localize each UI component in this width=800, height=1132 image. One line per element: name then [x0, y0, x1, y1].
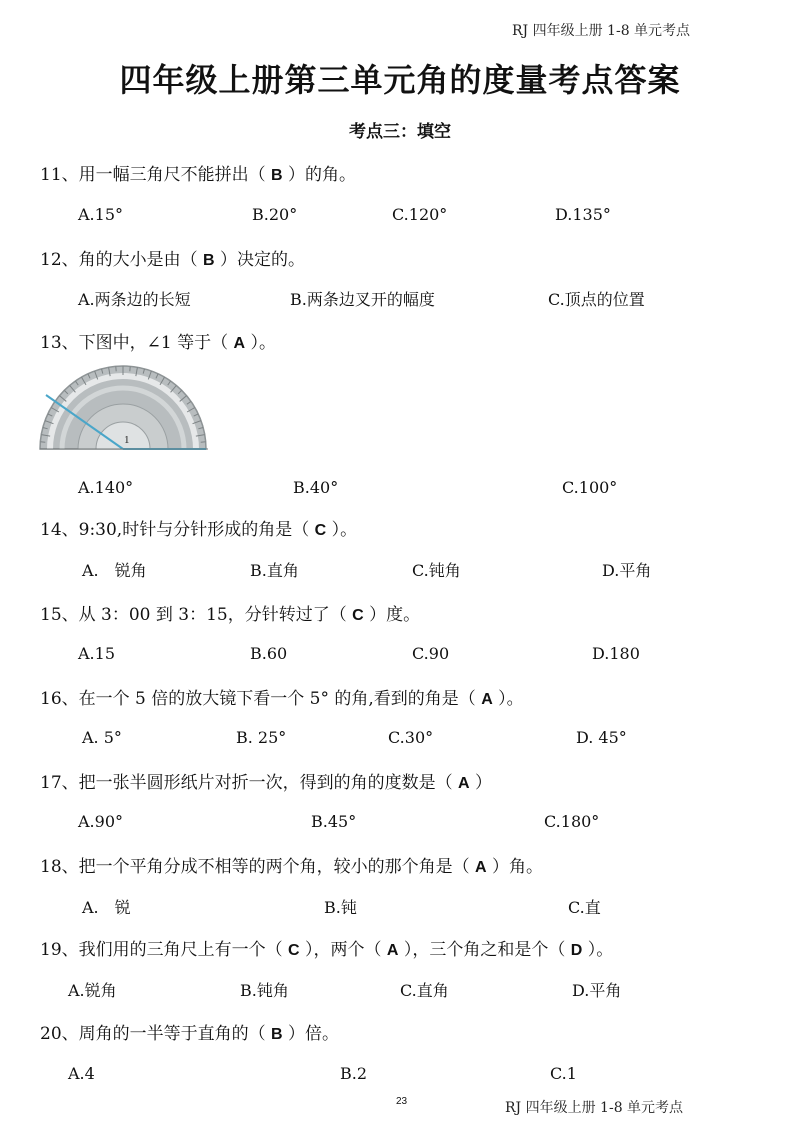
option-d: D.平角 — [572, 981, 622, 1000]
option-c: C.直 — [568, 898, 601, 917]
question-14 — [40, 515, 357, 540]
answer: A — [481, 691, 493, 708]
protractor-figure — [38, 365, 210, 455]
question-text: ），三个角之和是个（ — [398, 940, 571, 960]
section-subtitle: 考点三：填空 — [349, 122, 451, 142]
option-a: A.90° — [78, 812, 123, 831]
option-c: C.30° — [388, 728, 434, 747]
question-text: 13、下图中，∠1 等于（ — [40, 333, 234, 353]
question-text: ）。 — [582, 940, 614, 960]
option-b: B.20° — [252, 205, 298, 224]
option-b: B.45° — [311, 812, 357, 831]
answer: B — [271, 167, 283, 184]
question-text: 20、周角的一半等于直角的（ — [40, 1024, 272, 1044]
question-text: ）。 — [245, 333, 276, 353]
question-12 — [40, 245, 305, 270]
question-15 — [40, 600, 420, 625]
option-b: B.40° — [293, 478, 339, 497]
question-text: 11、用一幅三角尺不能拼出（ — [40, 165, 272, 185]
question-text: 18、把一个平角分成不相等的两个角，较小的那个角是（ — [40, 857, 476, 877]
option-a: A.锐角 — [68, 981, 117, 1000]
option-a: A.15 — [78, 644, 115, 663]
question-text: ） — [469, 773, 493, 793]
page-footer: RJ 四年级上册 1-8 单元考点 — [505, 1100, 684, 1116]
question-17 — [40, 768, 492, 793]
question-text: 16、在一个 5 倍的放大镜下看一个 5° 的角,看到的角是（ — [40, 689, 482, 709]
option-b: B.钝角 — [240, 981, 289, 1000]
option-c: C.1 — [550, 1064, 577, 1083]
option-b: B.60 — [250, 644, 288, 663]
answer: C — [352, 607, 364, 624]
answer: A — [475, 859, 487, 876]
question-text: 12、角的大小是由（ — [40, 250, 204, 270]
question-text: ），两个（ — [299, 940, 387, 960]
question-11 — [40, 160, 356, 185]
option-a: A. 锐 — [82, 898, 131, 917]
option-b: B.直角 — [250, 561, 299, 580]
question-16 — [40, 684, 524, 709]
option-c: C.顶点的位置 — [548, 290, 645, 309]
option-c: C.直角 — [400, 981, 449, 1000]
option-c: C.钝角 — [412, 561, 461, 580]
question-text: ）。 — [492, 689, 524, 709]
question-text: ）。 — [326, 520, 358, 540]
option-d: D. 45° — [576, 728, 627, 747]
answer: A — [233, 335, 246, 352]
question-text: ）度。 — [363, 605, 421, 625]
question-text: 14、9:30,时针与分针形成的角是（ — [40, 520, 315, 540]
option-c: C.180° — [544, 812, 600, 831]
option-a: A.140° — [78, 478, 134, 497]
question-text: ）角。 — [486, 857, 544, 877]
page-number: 23 — [396, 1096, 408, 1107]
option-d: D.180 — [592, 644, 640, 663]
question-13 — [40, 328, 276, 353]
page-header: RJ 四年级上册 1-8 单元考点 — [512, 23, 691, 39]
answer: B — [271, 1026, 283, 1043]
answer-1: C — [288, 942, 300, 959]
question-text: 17、把一张半圆形纸片对折一次，得到的角的度数是（ — [40, 773, 459, 793]
question-text: ）决定的。 — [214, 250, 306, 270]
answer-3: D — [570, 942, 583, 959]
answer: B — [203, 252, 215, 269]
question-text: ）的角。 — [282, 165, 357, 185]
question-19 — [40, 935, 613, 960]
answer-2: A — [386, 942, 399, 959]
angle-label: 1 — [124, 434, 130, 446]
option-b: B.两条边叉开的幅度 — [290, 290, 435, 309]
option-b: B.钝 — [324, 898, 357, 917]
question-18 — [40, 852, 543, 877]
option-c: C.90 — [412, 644, 450, 663]
option-c: C.120° — [392, 205, 448, 224]
answer: C — [314, 522, 327, 539]
question-text: 15、从 3：00 到 3：15，分针转过了（ — [40, 605, 353, 625]
option-a: A. 5° — [82, 728, 122, 747]
option-a: A.两条边的长短 — [78, 290, 191, 309]
option-b: B. 25° — [236, 728, 287, 747]
question-text: ）倍。 — [282, 1024, 340, 1044]
question-20 — [40, 1019, 339, 1044]
question-text: 19、我们用的三角尺上有一个（ — [40, 940, 289, 960]
option-c: C.100° — [562, 478, 618, 497]
option-a: A.15° — [78, 205, 123, 224]
option-d: D.135° — [555, 205, 611, 224]
page-title: 四年级上册第三单元角的度量考点答案 — [119, 61, 681, 99]
option-d: D.平角 — [602, 561, 652, 580]
option-a: A.4 — [68, 1064, 95, 1083]
option-b: B.2 — [340, 1064, 368, 1083]
answer: A — [458, 775, 470, 792]
option-a: A. 锐角 — [82, 561, 147, 580]
